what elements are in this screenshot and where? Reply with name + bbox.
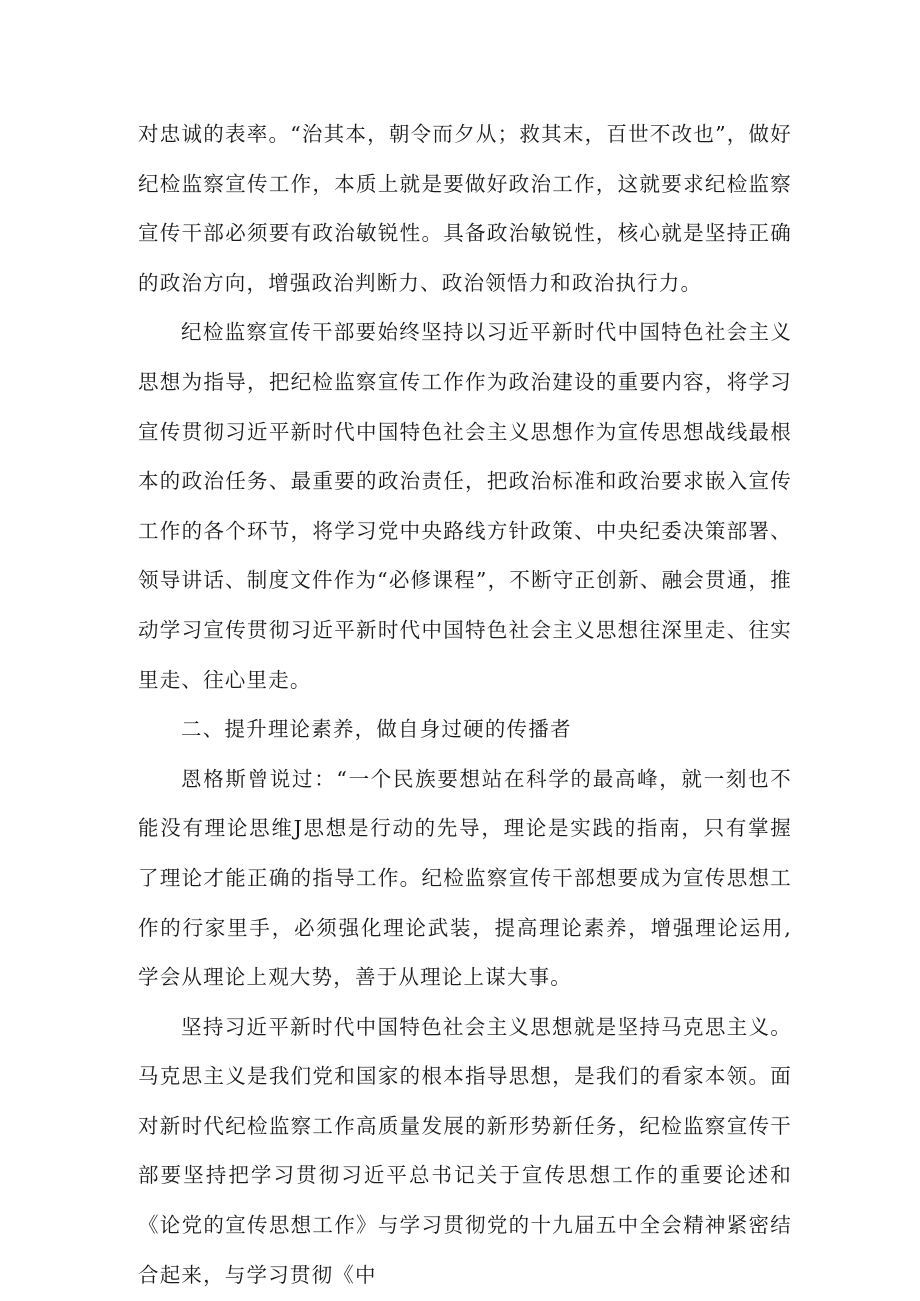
paragraph: 坚持习近平新时代中国特色社会主义思想就是坚持马克思主义。马克思主义是我们党和国家的根本指导思想，是我们的看家本领。面对新时代纪检监察工作高质量发展的新形势新任务，纪检监察宣传干部要坚持把学习贯彻习近平总书记关于宣传思想工作的重要论述和《论党的宣传思想工作》与学习贯彻党的十九届五中全会精神紧密结合起来，与学习贯彻《中 <box>138 1014 792 1287</box>
document-body <box>138 110 792 1300</box>
paragraph: 对忠诚的表率。“治其本，朝令而夕从；救其末，百世不改也”，做好纪检监察宣传工作，本质上就是要做好政治工作，这就要求纪检监察宣传干部必须要有政治敏锐性。具备政治敏锐性，核心就是坚持正确的政治方向，增强政治判断力、政治领悟力和政治执行力。 <box>138 122 792 295</box>
section-heading: 二、提升理论素养，做自身过硬的传播者 <box>181 717 572 742</box>
paragraph: 纪检监察宣传干部要始终坚持以习近平新时代中国特色社会主义思想为指导，把纪检监察宣传工作作为政治建设的重要内容，将学习宣传贯彻习近平新时代中国特色社会主义思想作为宣传思想战线最根本的政治任务、最重要的政治责任，把政治标准和政治要求嵌入宣传工作的各个环节，将学习党中央路线方针政策、中央纪委决策部署、领导讲话、制度文件作为“必修课程”，不断守正创新、融会贯通，推动学习宣传贯彻习近平新时代中国特色社会主义思想往深里走、往实里走、往心里走。 <box>138 320 792 692</box>
paragraph: 恩格斯曾说过：“一个民族要想站在科学的最高峰，就一刻也不能没有理论思维J思想是行动的先导，理论是实践的指南，只有掌握了理论才能正确的指导工作。纪检监察宣传干部想要成为宣传思想工作的行家里手，必须强化理论武装，提高理论素养，增强理论运用,学会从理论上观大势，善于从理论上谋大事。 <box>138 766 792 990</box>
